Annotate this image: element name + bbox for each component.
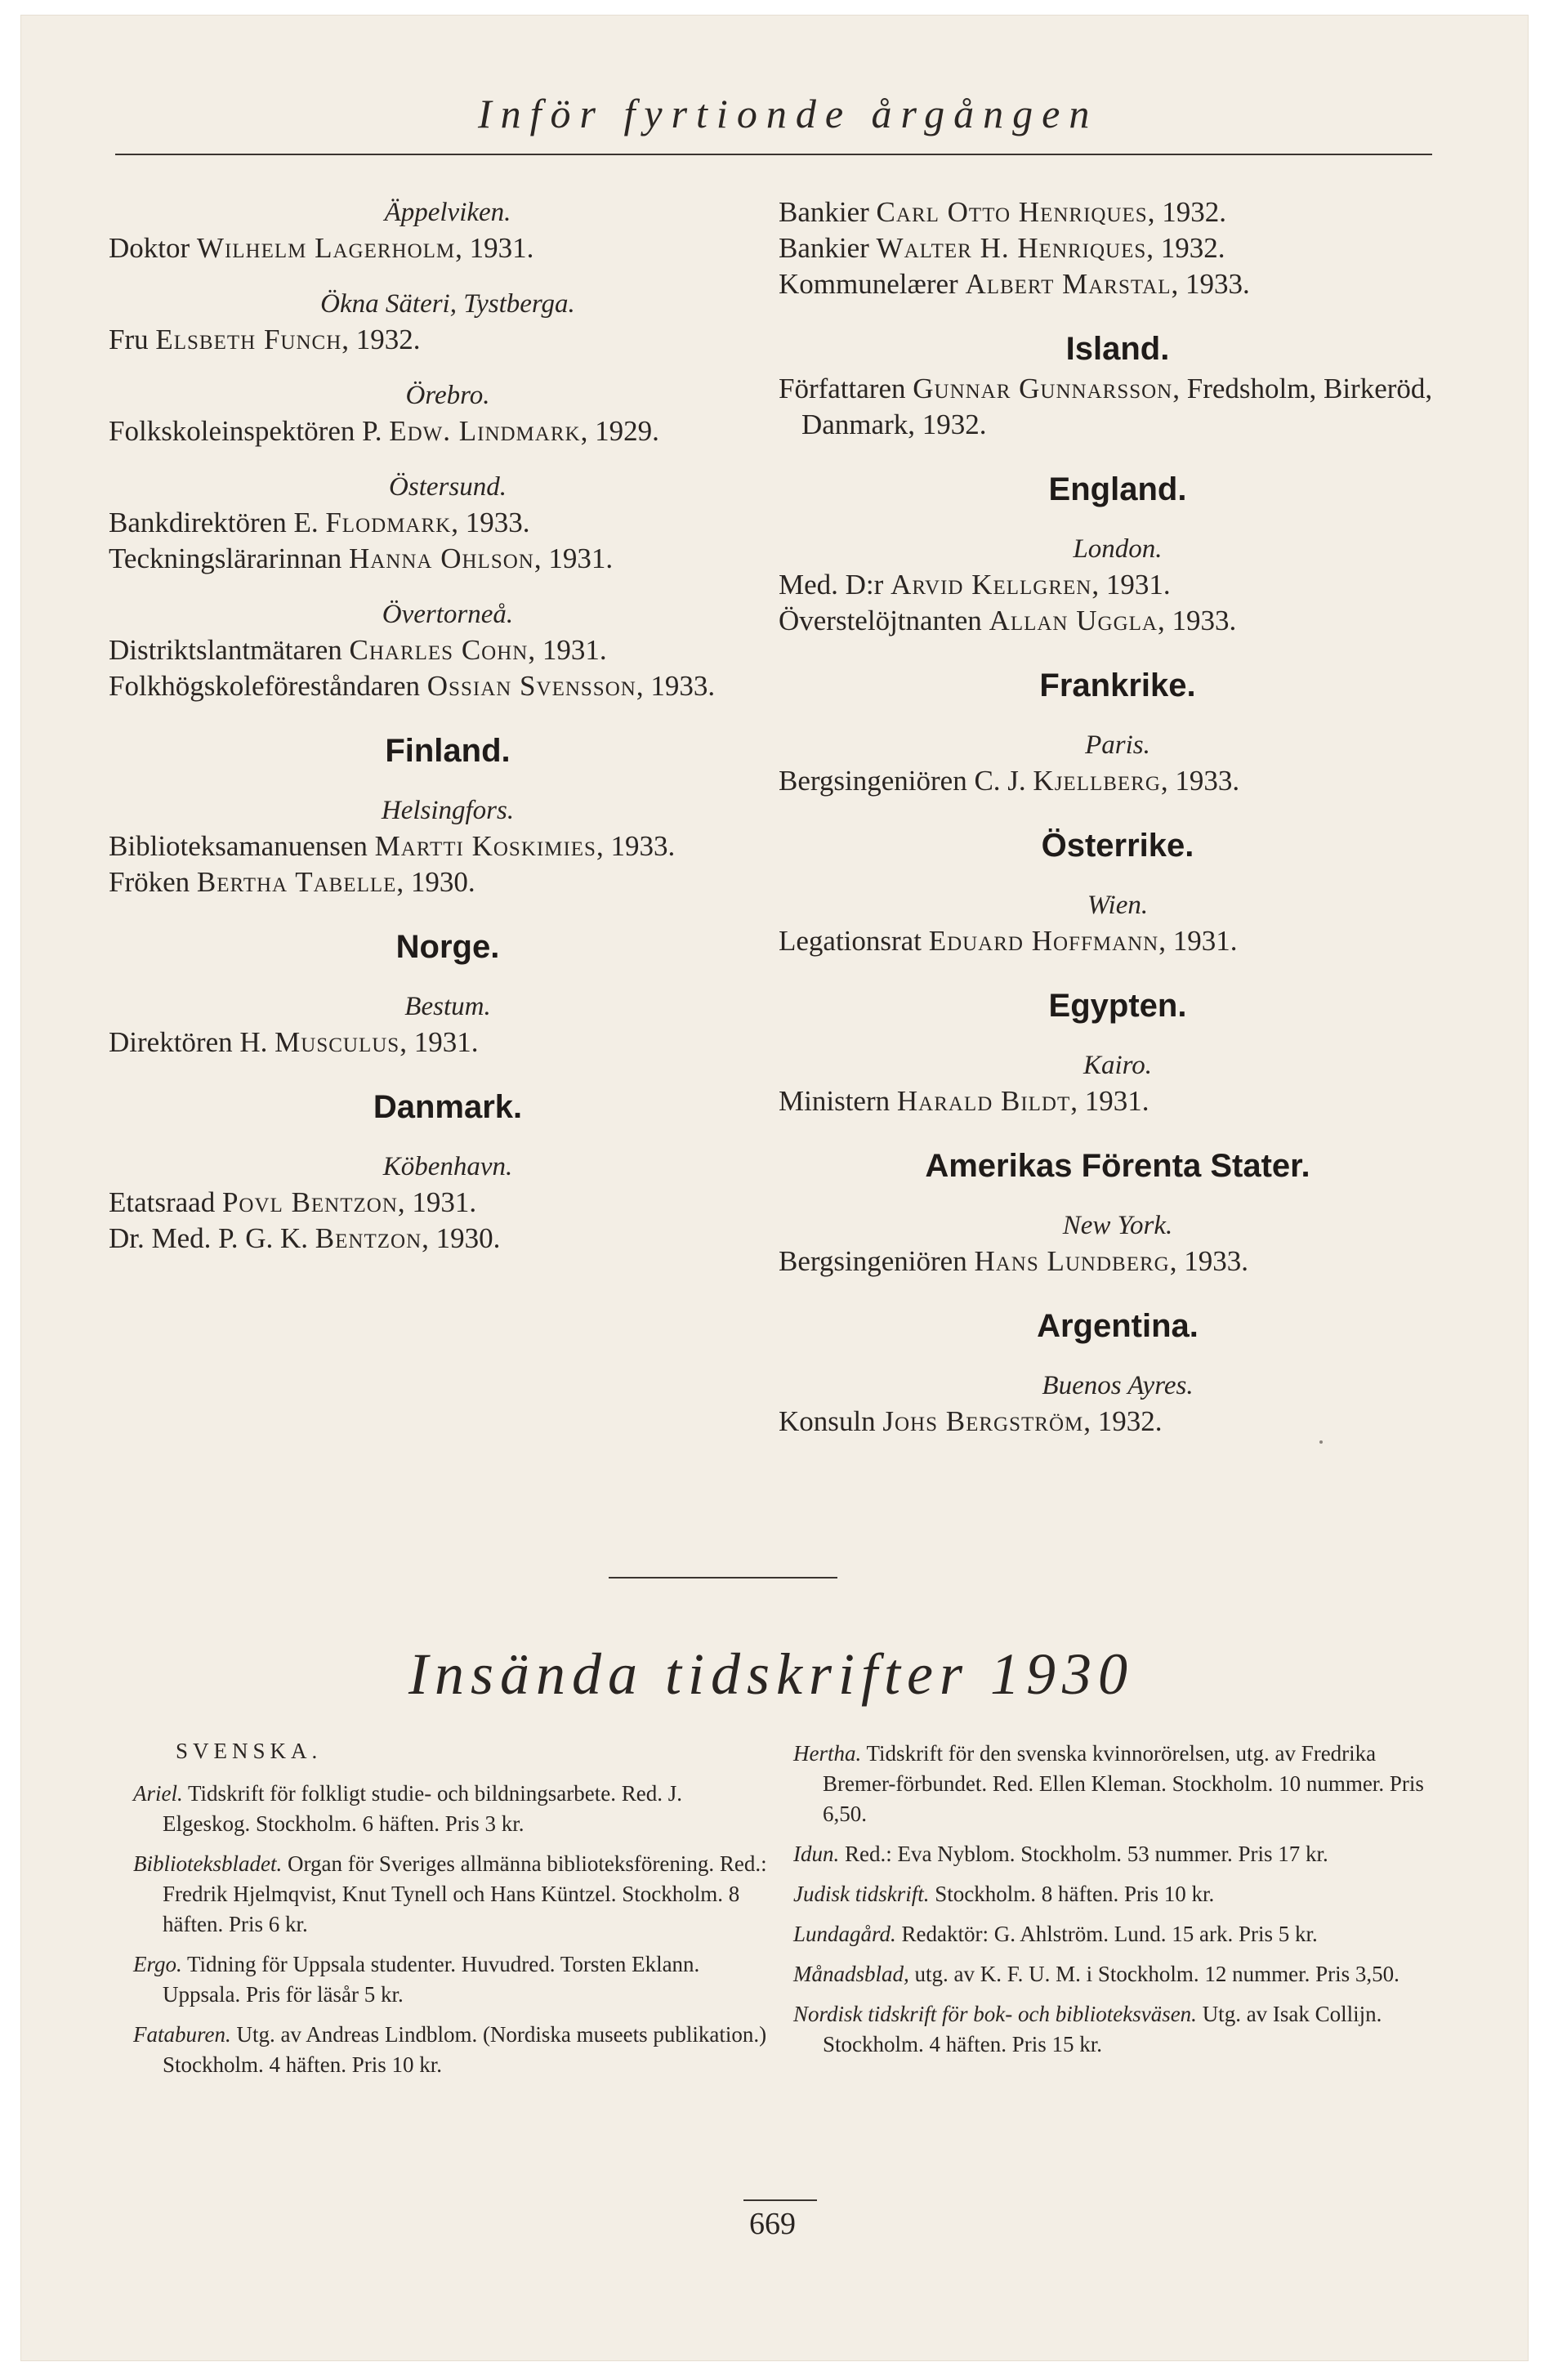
entry-year: , 1930. [396, 866, 475, 898]
periodical-details: Utg. av Andreas Lindblom. (Nordiska museets publikation.) Stockholm. 4 häften. Pris 10 kr. [163, 2022, 767, 2077]
entry-name: Allan Uggla [989, 605, 1158, 636]
periodicals-heading: SVENSKA. [176, 1739, 323, 1763]
city-heading: London. [1073, 534, 1163, 564]
periodical-details: Tidskrift för den svenska kvinnorörelsen, utg. av Fredrika Bremer-förbundet. Red. Ellen Kleman. Stockholm. 10 nummer. Pris 6,50. [823, 1741, 1424, 1826]
entry-year: , 1932. [341, 324, 421, 355]
country-heading: Frankrike. [1039, 668, 1196, 703]
city-heading: Helsingfors. [381, 796, 515, 825]
entry-name: Albert Marstal [965, 268, 1172, 300]
entry-title: Folkhögskoleföreståndaren [109, 670, 427, 702]
entry-year: , 1932. [1147, 196, 1226, 228]
city-heading: Köbenhavn. [382, 1152, 513, 1181]
directory-entry [109, 1025, 787, 1061]
entry-year: , 1933. [1157, 605, 1237, 636]
entry-title: Kommunelærer [779, 268, 966, 300]
entry-year: , 1932. [1083, 1405, 1163, 1437]
entry-year: , Fredsholm, Birkeröd, Danmark, 1932. [801, 373, 1433, 440]
page-number: 669 [749, 2207, 796, 2241]
entry-title: Folkskoleinspektören P. [109, 415, 390, 447]
country-heading: Egypten. [1048, 988, 1187, 1024]
periodical-entry [133, 2020, 772, 2080]
periodical-entry [793, 1739, 1447, 1829]
entry-title: Etatsraad [109, 1186, 222, 1218]
entry-title: Överstelöjtnanten [779, 605, 989, 636]
city-heading: Örebro. [405, 381, 490, 410]
directory-entry [109, 828, 787, 864]
periodicals-left [133, 1739, 772, 2090]
periodical-title: Nordisk tidskrift för bok- och biblioteksväsen. [793, 2002, 1197, 2026]
periodical-title: Fataburen. [133, 2022, 231, 2047]
entry-name: Hanna Ohlson [348, 543, 534, 574]
directory-entry [779, 371, 1457, 443]
directory-entry [779, 763, 1457, 799]
directory-entry [109, 505, 787, 541]
entry-title: Fru [109, 324, 156, 355]
country-heading: Island. [1065, 331, 1170, 367]
entry-name: Wilhelm Lagerholm [196, 232, 456, 264]
directory-entry [779, 923, 1457, 959]
periodical-details: Tidskrift för folkligt studie- och bildningsarbete. Red. J. Elgeskog. Stockholm. 6 häften. Pris 3 kr. [163, 1781, 682, 1836]
entry-name: Gunnar Gunnarsson [913, 373, 1173, 404]
entry-year: , 1931. [400, 1026, 479, 1058]
periodical-entry [793, 1919, 1447, 1949]
directory-entry [779, 1083, 1457, 1119]
entry-title: Med. D:r [779, 569, 891, 601]
entry-name: Flodmark [325, 507, 452, 538]
entry-name: Charles Cohn [349, 634, 529, 666]
country-heading: Österrike. [1041, 828, 1194, 864]
header-rule [115, 154, 1432, 155]
directory-entry [109, 1185, 787, 1221]
entry-title: Teckningslärarinnan [109, 543, 349, 574]
city-heading: Paris. [1085, 730, 1150, 760]
entry-title: Bergsingeniören C. J. [779, 765, 1033, 797]
periodical-details: Organ för Sveriges allmänna biblioteksförening. Red.: Fredrik Hjelmqvist, Knut Tynell och Hans Küntzel. Stockholm. 8 häften. Pris 6 kr. [163, 1851, 767, 1936]
entry-name: Povl Bentzon [221, 1186, 398, 1218]
city-heading: New York. [1062, 1211, 1173, 1240]
periodical-entry [133, 1779, 772, 1839]
directory-entry [109, 322, 787, 358]
directory-entry [779, 230, 1457, 266]
entry-year: , 1931. [1070, 1085, 1149, 1117]
entry-year: , 1933. [596, 830, 676, 862]
periodical-details: Utg. av Isak Collijn. Stockholm. 4 häften. Pris 15 kr. [823, 2002, 1382, 2056]
entry-name: Johs Bergström [882, 1405, 1084, 1437]
entry-year: , 1933. [451, 507, 530, 538]
country-heading: Norge. [395, 929, 500, 965]
country-heading: England. [1048, 471, 1187, 507]
page [20, 15, 1529, 2361]
right-column [779, 194, 1457, 1440]
entry-name: Edw. Lindmark [389, 415, 581, 447]
city-heading: Östersund. [389, 472, 507, 502]
periodical-title: Judisk tidskrift. [793, 1882, 930, 1906]
country-heading: Danmark. [373, 1089, 523, 1125]
periodical-title: Hertha. [793, 1741, 862, 1766]
entry-year: , 1933. [636, 670, 716, 702]
entry-name: Musculus [275, 1026, 400, 1058]
paper-speck [1319, 1440, 1323, 1444]
section-divider [609, 1577, 837, 1578]
directory-entry [779, 603, 1457, 639]
section-title: Insända tidskrifter 1930 [408, 1641, 1134, 1707]
periodical-title: Ergo. [133, 1952, 182, 1976]
entry-title: Fröken [109, 866, 197, 898]
entry-year: , 1931. [1158, 925, 1238, 957]
country-heading: Amerikas Förenta Stater. [925, 1148, 1310, 1184]
entry-year: , 1931. [528, 634, 607, 666]
city-heading: Äppelviken. [384, 198, 511, 227]
periodical-entry [133, 1949, 772, 2010]
entry-name: Bentzon [315, 1222, 422, 1254]
entry-title: Konsuln [779, 1405, 883, 1437]
city-heading: Kairo. [1083, 1051, 1153, 1080]
directory-entry [779, 194, 1457, 230]
directory-entry [109, 541, 787, 577]
directory-entry [109, 632, 787, 668]
city-heading: Buenos Ayres. [1042, 1371, 1194, 1400]
entry-name: Arvid Kellgren [891, 569, 1092, 601]
entry-year: , 1933. [1171, 268, 1250, 300]
entry-title: Ministern [779, 1085, 897, 1117]
entry-title: Biblioteksamanuensen [109, 830, 375, 862]
city-heading: Wien. [1087, 891, 1149, 920]
entry-year: , 1933. [1160, 765, 1240, 797]
entry-name: Eduard Hoffmann [928, 925, 1159, 957]
periodical-details: Stockholm. 8 häften. Pris 10 kr. [929, 1882, 1215, 1906]
entry-name: Bertha Tabelle [196, 866, 397, 898]
periodical-details: utg. av K. F. U. M. i Stockholm. 12 nummer. Pris 3,50. [908, 1962, 1399, 1986]
periodical-title: Månadsblad, [793, 1962, 909, 1986]
entry-name: Carl Otto Henriques [876, 196, 1148, 228]
entry-year: , 1930. [422, 1222, 501, 1254]
directory-entry [779, 1244, 1457, 1279]
city-heading: Ökna Säteri, Tystberga. [320, 289, 575, 319]
periodical-details: Red.: Eva Nyblom. Stockholm. 53 nummer. Pris 17 kr. [839, 1842, 1328, 1866]
left-column [109, 194, 787, 1257]
city-heading: Bestum. [404, 992, 491, 1021]
periodical-entry [133, 1849, 772, 1940]
country-heading: Finland. [385, 733, 511, 769]
periodical-entry [793, 1959, 1447, 1989]
entry-name: Harald Bildt [896, 1085, 1071, 1117]
periodical-entry [793, 1999, 1447, 2060]
entry-year: , 1933. [1169, 1245, 1248, 1277]
entry-title: Legationsrat [779, 925, 929, 957]
directory-entry [109, 413, 787, 449]
running-header: Inför fyrtionde årgången [478, 91, 1099, 136]
entry-year: , 1932. [1146, 232, 1225, 264]
directory-entry [779, 567, 1457, 603]
entry-name: Ossian Svensson [426, 670, 636, 702]
entry-year: , 1929. [580, 415, 659, 447]
periodical-title: Ariel. [133, 1781, 183, 1806]
periodical-details: Redaktör: G. Ahlström. Lund. 15 ark. Pris 5 kr. [895, 1922, 1318, 1946]
entry-name: Walter H. Henriques [876, 232, 1147, 264]
entry-name: Martti Koskimies [374, 830, 596, 862]
entry-year: , 1931. [455, 232, 534, 264]
entry-year: , 1931. [533, 543, 614, 574]
entry-title: Direktören H. [109, 1026, 275, 1058]
entry-name: Hans Lundberg [974, 1245, 1170, 1277]
directory-entry [109, 1221, 787, 1257]
periodical-title: Idun. [793, 1842, 840, 1866]
periodicals-right [793, 1739, 1447, 2070]
periodical-details: Tidning för Uppsala studenter. Huvudred. Torsten Eklann. Uppsala. Pris för läsår 5 kr. [163, 1952, 700, 2007]
entry-title: Bankier [779, 232, 877, 264]
entry-year: , 1931. [1091, 569, 1171, 601]
entry-name: Kjellberg [1033, 765, 1161, 797]
entry-title: Bankier [779, 196, 877, 228]
entry-title: Dr. Med. P. G. K. [109, 1222, 315, 1254]
directory-entry [779, 266, 1457, 302]
directory-entry [109, 668, 787, 704]
entry-title: Distriktslantmätaren [109, 634, 350, 666]
entry-title: Doktor [109, 232, 197, 264]
directory-entry [109, 864, 787, 900]
periodical-entry [793, 1879, 1447, 1909]
entry-year: , 1931. [397, 1186, 477, 1218]
entry-title: Bankdirektören E. [109, 507, 326, 538]
entry-name: Elsbeth Funch [155, 324, 342, 355]
directory-entry [779, 1404, 1457, 1440]
periodical-title: Lundagård. [793, 1922, 896, 1946]
periodical-entry [793, 1839, 1447, 1869]
country-heading: Argentina. [1037, 1308, 1199, 1344]
city-heading: Övertorneå. [382, 600, 514, 629]
directory-entry [109, 230, 787, 266]
entry-title: Författaren [779, 373, 913, 404]
entry-title: Bergsingeniören [779, 1245, 975, 1277]
periodical-title: Biblioteksbladet. [133, 1851, 283, 1876]
page-number-rule [743, 2199, 817, 2201]
